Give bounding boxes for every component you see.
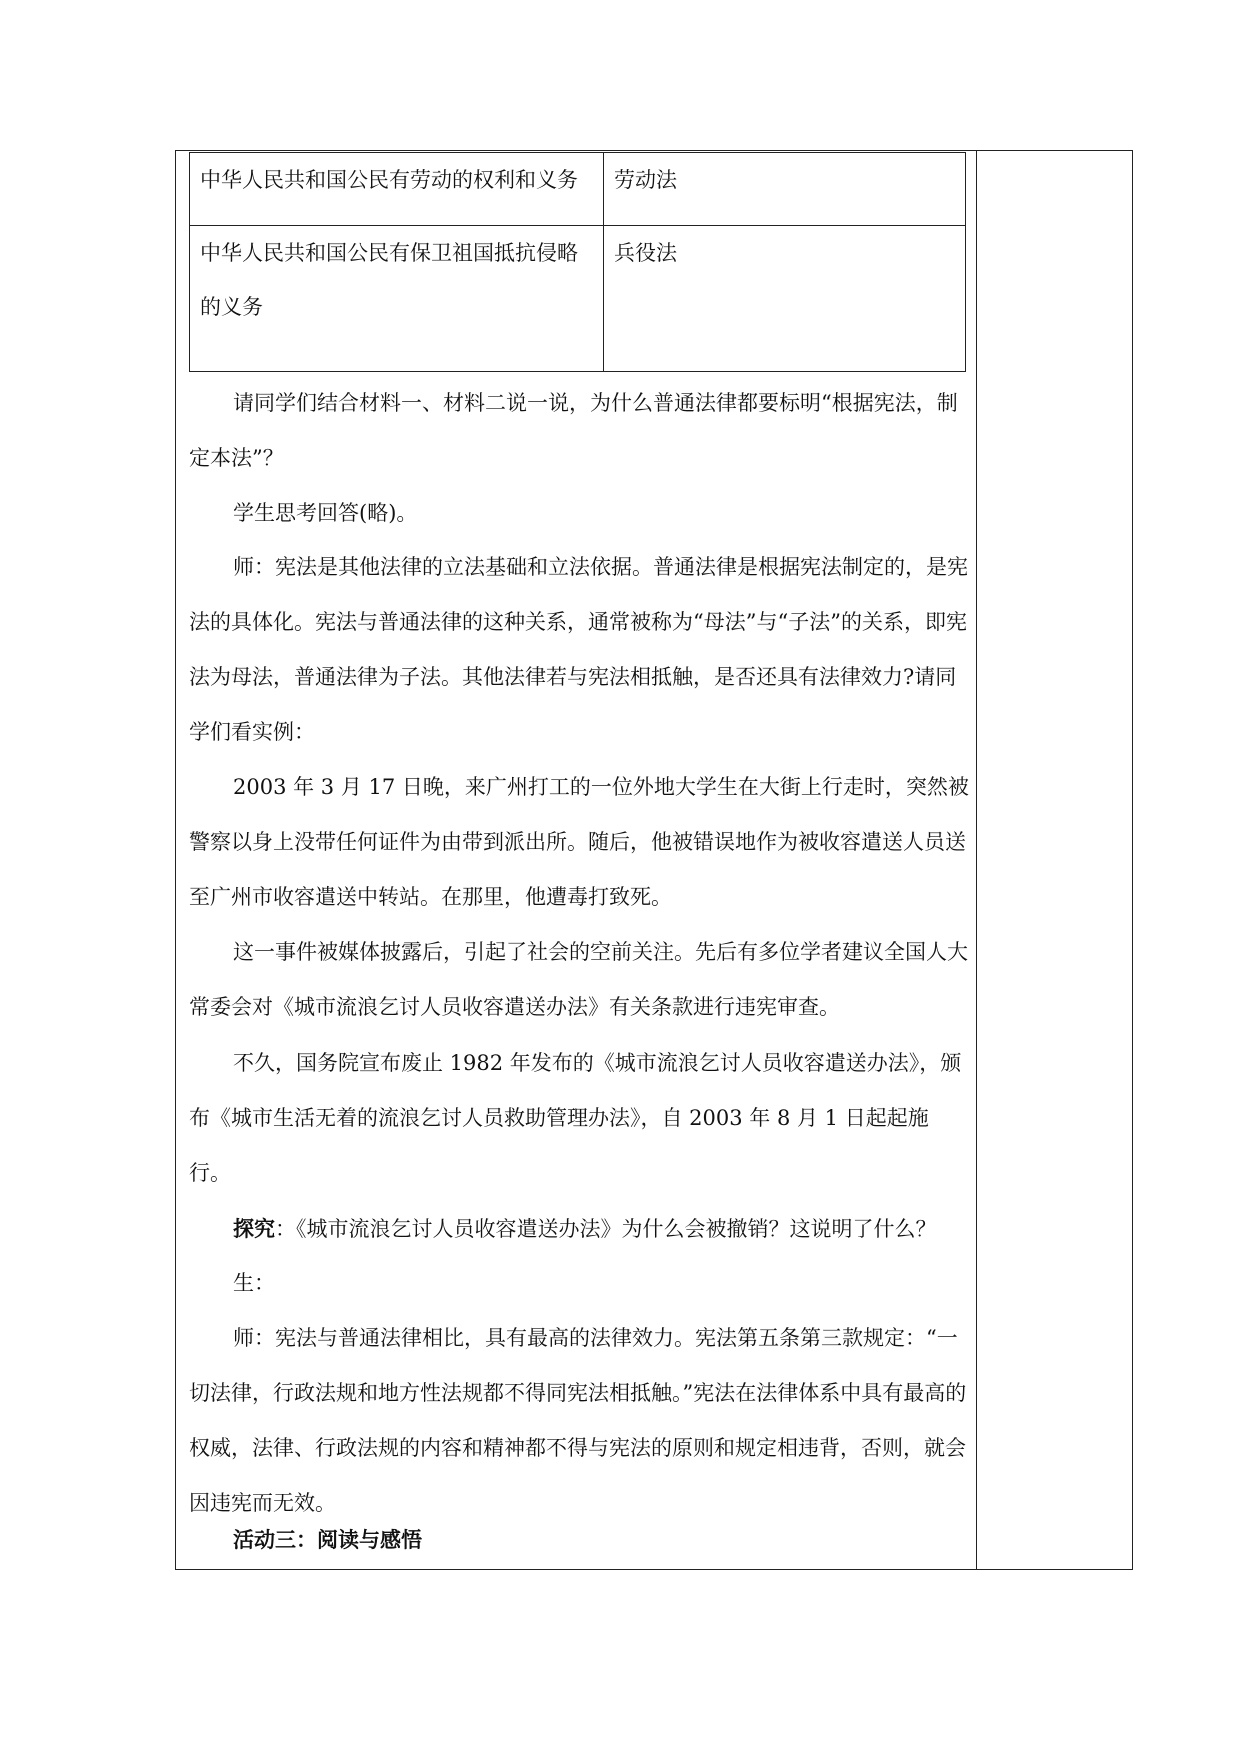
inquiry-text: ：《城市流浪乞讨人员收容遣送办法》为什么会被撤销？这说明了什么？ — [275, 1217, 937, 1241]
paragraph-inquiry — [189, 1201, 969, 1257]
table-cell-right: 中华人民共和国公民有保卫祖国抵抗侵略的义务 — [190, 226, 604, 372]
table-cell-law: 兵役法 — [604, 226, 966, 372]
table-row — [190, 226, 966, 372]
table-cell-law: 劳动法 — [604, 153, 966, 226]
paragraph-teacher-explanation: 师：宪法是其他法律的立法基础和立法依据。普通法律是根据宪法制定的，是宪法的具体化。宪法与普通法律的这种关系，通常被称为“母法”与“子法”的关系，即宪法为母法，普通法律为子法。其他法律若与宪法相抵触，是否还具有法律效力?请同学们看实例： — [189, 555, 968, 744]
rights-law-table — [189, 152, 966, 372]
paragraph-abolition: 不久，国务院宣布废止 1982 年发布的《城市流浪乞讨人员收容遣送办法》，颁布《城市生活无着的流浪乞讨人员救助管理办法》，自 2003 年 8 月 1 日起起施行。 — [189, 1051, 962, 1185]
column-divider — [976, 150, 977, 1570]
paragraph-teacher-summary: 师：宪法与普通法律相比，具有最高的法律效力。宪法第五条第三款规定：“一切法律，行政法规和地方性法规都不得同宪法相抵触。”宪法在法律体系中具有最高的权威，法律、行政法规的内容和精神都不得与宪法的原则和规定相违背，否则，就会因违宪而无效。 — [189, 1326, 967, 1515]
table-row — [190, 153, 966, 226]
paragraph-question: 请同学们结合材料一、材料二说一说，为什么普通法律都要标明“根据宪法，制定本法”？ — [189, 391, 958, 470]
paragraph-student: 生： — [233, 1271, 275, 1295]
paragraph-student-answer: 学生思考回答(略)。 — [233, 501, 418, 525]
inquiry-label: 探究 — [233, 1216, 275, 1241]
paragraph-media: 这一事件被媒体披露后，引起了社会的空前关注。先后有多位学者建议全国人大常委会对《城市流浪乞讨人员收容遣送办法》有关条款进行违宪审查。 — [189, 940, 968, 1019]
activity-heading: 活动三：阅读与感悟 — [233, 1527, 422, 1552]
paragraph-case: 2003 年 3 月 17 日晚，来广州打工的一位外地大学生在大街上行走时，突然被警察以身上没带任何证件为由带到派出所。随后，他被错误地作为被收容遣送人员送至广州市收容遣送中转站。在那里，他遭毒打致死。 — [189, 775, 969, 909]
table-cell-right: 中华人民共和国公民有劳动的权利和义务 — [190, 153, 604, 226]
